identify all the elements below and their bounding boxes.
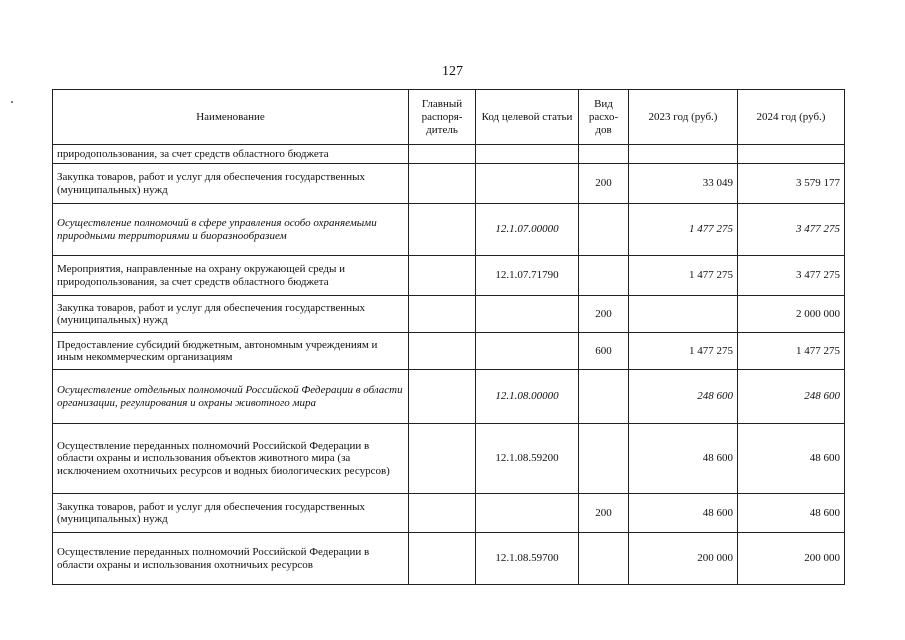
cell-2023: 1 477 275 <box>629 333 738 370</box>
cell-vid <box>579 533 629 585</box>
table-header-row <box>53 90 845 145</box>
cell-name: Предоставление субсидий бюджетным, автономным учреждениям и иным некоммерческим организациям <box>53 333 409 370</box>
cell-2023: 1 477 275 <box>629 256 738 296</box>
cell-vid <box>579 256 629 296</box>
cell-code <box>476 333 579 370</box>
cell-glav <box>409 145 476 164</box>
cell-2023: 200 000 <box>629 533 738 585</box>
cell-2023: 248 600 <box>629 370 738 424</box>
cell-code: 12.1.07.00000 <box>476 204 579 256</box>
cell-name: Осуществление переданных полномочий Российской Федерации в области охраны и использования охотничьих ресурсов <box>53 533 409 585</box>
cell-2023: 1 477 275 <box>629 204 738 256</box>
page-number: 127 <box>442 64 463 79</box>
cell-2024: 1 477 275 <box>738 333 845 370</box>
cell-name: Осуществление отдельных полномочий Российской Федерации в области организации, регулирования и охраны животного мира <box>53 370 409 424</box>
cell-vid: 600 <box>579 333 629 370</box>
cell-name: Закупка товаров, работ и услуг для обеспечения государственных (муниципальных) нужд <box>53 296 409 333</box>
cell-glav <box>409 164 476 204</box>
cell-vid <box>579 145 629 164</box>
table-row <box>53 145 845 164</box>
cell-2024 <box>738 145 845 164</box>
cell-name: Закупка товаров, работ и услуг для обеспечения государственных (муниципальных) нужд <box>53 494 409 533</box>
cell-code <box>476 296 579 333</box>
cell-2024: 248 600 <box>738 370 845 424</box>
cell-2024: 48 600 <box>738 494 845 533</box>
table-row <box>53 370 845 424</box>
cell-vid: 200 <box>579 296 629 333</box>
cell-code: 12.1.08.59700 <box>476 533 579 585</box>
cell-vid: 200 <box>579 164 629 204</box>
header-code: Код целевой статьи <box>476 90 579 145</box>
cell-2023: 48 600 <box>629 494 738 533</box>
cell-vid <box>579 424 629 494</box>
cell-name: Закупка товаров, работ и услуг для обеспечения государственных (муниципальных) нужд <box>53 164 409 204</box>
table-body <box>53 145 845 585</box>
cell-glav <box>409 533 476 585</box>
header-glav: Главный распоря- дитель <box>409 90 476 145</box>
cell-2023: 33 049 <box>629 164 738 204</box>
header-vid: Вид расхо- дов <box>579 90 629 145</box>
table-row <box>53 164 845 204</box>
cell-name: Мероприятия, направленные на охрану окружающей среды и природопользования, за счет средств областного бюджета <box>53 256 409 296</box>
table-row <box>53 204 845 256</box>
cell-name: Осуществление переданных полномочий Российской Федерации в области охраны и использования объектов животного мира (за исключением охотничьих ресурсов и водных биологических ресурсов) <box>53 424 409 494</box>
header-2023: 2023 год (руб.) <box>629 90 738 145</box>
cell-name: Осуществление полномочий в сфере управления особо охраняемыми природными территориями и биоразнообразием <box>53 204 409 256</box>
cell-name: природопользования, за счет средств областного бюджета <box>53 145 409 164</box>
cell-vid: 200 <box>579 494 629 533</box>
cell-2023 <box>629 296 738 333</box>
cell-2023 <box>629 145 738 164</box>
cell-2023: 48 600 <box>629 424 738 494</box>
table-row <box>53 494 845 533</box>
cell-2024: 2 000 000 <box>738 296 845 333</box>
header-2024: 2024 год (руб.) <box>738 90 845 145</box>
cell-2024: 3 579 177 <box>738 164 845 204</box>
budget-table <box>52 89 845 585</box>
cell-2024: 200 000 <box>738 533 845 585</box>
cell-vid <box>579 204 629 256</box>
scan-mark <box>11 101 13 103</box>
cell-2024: 3 477 275 <box>738 256 845 296</box>
cell-glav <box>409 296 476 333</box>
cell-glav <box>409 424 476 494</box>
cell-code: 12.1.08.00000 <box>476 370 579 424</box>
table-row <box>53 333 845 370</box>
table-row <box>53 533 845 585</box>
cell-code: 12.1.07.71790 <box>476 256 579 296</box>
cell-glav <box>409 333 476 370</box>
cell-code <box>476 145 579 164</box>
cell-code <box>476 494 579 533</box>
cell-code: 12.1.08.59200 <box>476 424 579 494</box>
cell-glav <box>409 494 476 533</box>
cell-2024: 48 600 <box>738 424 845 494</box>
table-row <box>53 296 845 333</box>
cell-glav <box>409 204 476 256</box>
table-row <box>53 256 845 296</box>
cell-glav <box>409 370 476 424</box>
cell-2024: 3 477 275 <box>738 204 845 256</box>
table-row <box>53 424 845 494</box>
cell-glav <box>409 256 476 296</box>
header-name: Наименование <box>53 90 409 145</box>
cell-vid <box>579 370 629 424</box>
cell-code <box>476 164 579 204</box>
